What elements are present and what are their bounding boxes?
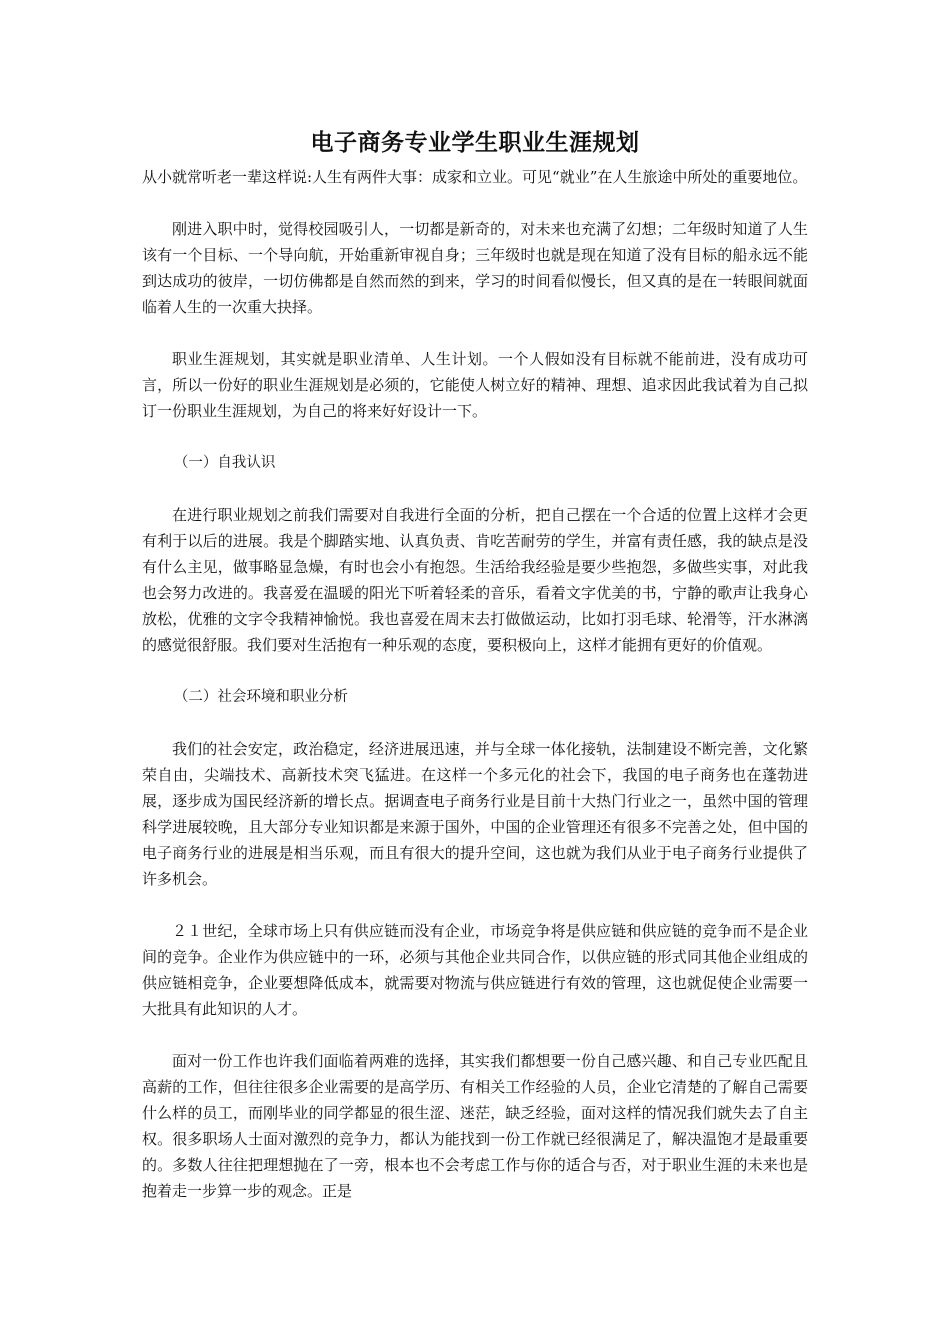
paragraph-career-planning: 职业生涯规划，其实就是职业清单、人生计划。一个人假如没有目标就不能前进，没有成功可言，所以一份好的职业生涯规划是必须的，它能使人树立好的精神、理想、追求因此我试着为自己拟订一份职业生涯规划，为自己的将来好好设计一下。: [142, 350, 808, 420]
document-page: [142, 128, 808, 1204]
paragraph-self-analysis: 在进行职业规划之前我们需要对自我进行全面的分析，把自己摆在一个合适的位置上这样才会更有利于以后的进展。我是个脚踏实地、认真负责、肯吃苦耐劳的学生，并富有责任感，我的缺点是没有什么主见，做事略显急燥，有时也会小有抱怨。生活给我经验是要少些抱怨，多做些实事，对此我也会努力改进的。我喜爱在温暖的阳光下听着轻柔的音乐，看着文字优美的书，宁静的歌声让我身心放松，优雅的文字令我精神愉悦。我也喜爱在周末去打做做运动，比如打羽毛球、轮滑等，汗水淋漓的感觉很舒服。我们要对生活抱有一种乐观的态度，要积极向上，这样才能拥有更好的价值观。: [142, 506, 808, 654]
paragraph-school-life: 刚进入职中时，觉得校园吸引人，一切都是新奇的，对未来也充满了幻想；二年级时知道了人生该有一个目标、一个导向航，开始重新审视自身；三年级时也就是现在知道了没有目标的船永远不能到达成功的彼岸，一切仿佛都是自然而然的到来，学习的时间看似慢长，但又真的是在一转眼间就面临着人生的一次重大抉择。: [142, 220, 808, 316]
document-title: 电子商务专业学生职业生涯规划: [310, 130, 640, 156]
section-heading-social-environment: （二）社会环境和职业分析: [173, 689, 348, 705]
paragraph-job-choice: 面对一份工作也许我们面临着两难的选择，其实我们都想要一份自己感兴趣、和自己专业匹配且高薪的工作，但往往很多企业需要的是高学历、有相关工作经验的人员，企业它清楚的了解自己需要什么样的员工，而刚毕业的同学都显的很生涩、迷茫，缺乏经验，面对这样的情况我们就失去了自主权。很多职场人士面对激烈的竞争力，都认为能找到一份工作就已经很满足了，解决温饱才是最重要的。多数人往往把理想抛在了一旁，根本也不会考虑工作与你的适合与否，对于职业生涯的未来也是抱着走一步算一步的观念。正是: [142, 1052, 808, 1200]
section-heading-self-awareness: （一）自我认识: [173, 455, 276, 471]
intro-paragraph: 从小就常听老一辈这样说:人生有两件大事：成家和立业。可见“就业”在人生旅途中所处的重要地位。: [142, 168, 808, 186]
paragraph-supply-chain: ２１世纪，全球市场上只有供应链而没有企业，市场竞争将是供应链和供应链的竞争而不是企业间的竞争。企业作为供应链中的一环，必须与其他企业共同合作，以供应链的形式同其他企业组成的供应链相竞争，企业要想降低成本，就需要对物流与供应链进行有效的管理，这也就促使企业需要一大批具有此知识的人才。: [142, 922, 808, 1018]
paragraph-social-analysis: 我们的社会安定，政治稳定，经济进展迅速，并与全球一体化接轨，法制建设不断完善，文化繁荣自由，尖端技术、高新技术突飞猛进。在这样一个多元化的社会下，我国的电子商务也在蓬勃进展，逐步成为国民经济新的增长点。据调查电子商务行业是目前十大热门行业之一，虽然中国的管理科学进展较晚，且大部分专业知识都是来源于国外，中国的企业管理还有很多不完善之处，但中国的电子商务行业的进展是相当乐观，而且有很大的提升空间，这也就为我们从业于电子商务行业提供了许多机会。: [142, 740, 808, 888]
